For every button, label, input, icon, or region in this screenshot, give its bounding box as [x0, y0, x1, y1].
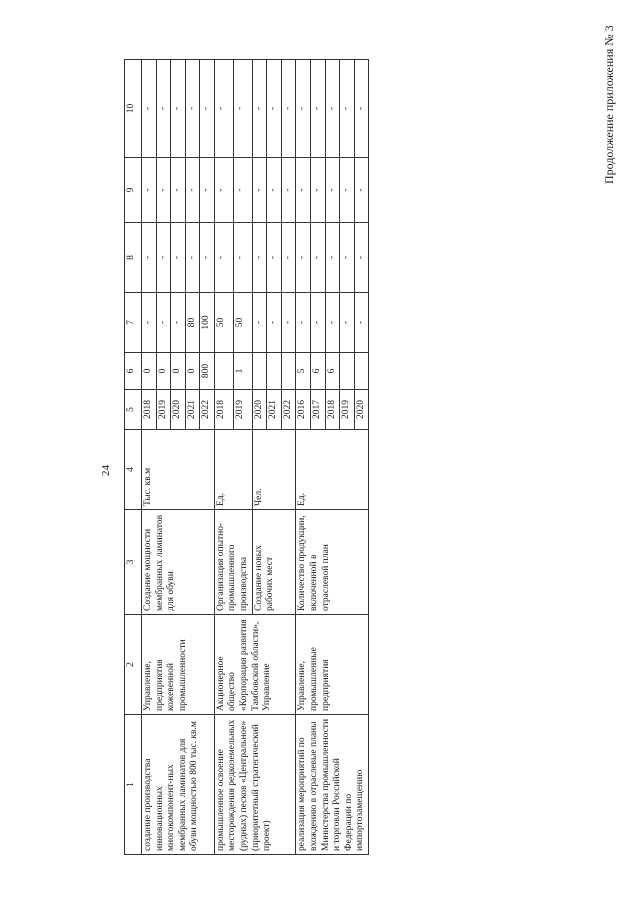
- col7-cell: -: [214, 223, 233, 293]
- header-cell-2: 2: [125, 615, 142, 715]
- indicator-cell: Организация опытно-промышленного производства: [214, 510, 252, 615]
- year-cell: 2018: [325, 390, 340, 430]
- year-cell: 2021: [267, 390, 282, 430]
- col9-cell: -: [185, 60, 200, 158]
- value-cell: [281, 353, 296, 390]
- value-cell: 0: [171, 353, 186, 390]
- col8-cell: -: [142, 158, 157, 223]
- col9-cell: -: [296, 60, 311, 158]
- col9-cell: -: [252, 60, 267, 158]
- responsible-cell: Управление, промышленные предприятия: [296, 615, 369, 715]
- year-cell: 2019: [156, 390, 171, 430]
- event-name-cell: реализация мероприятий по вхождению в отраслевые планы Министерства промышленности и торговли Российской Федерации по импортозамещению: [296, 715, 369, 855]
- year-cell: 2020: [171, 390, 186, 430]
- value-cell: [340, 353, 355, 390]
- col7-cell: -: [185, 223, 200, 293]
- header-cell-6: 6: [125, 353, 142, 390]
- col6-cell: -: [310, 293, 325, 353]
- col7-cell: -: [267, 223, 282, 293]
- col8-cell: -: [267, 158, 282, 223]
- value-cell: 0: [185, 353, 200, 390]
- col7-cell: -: [281, 223, 296, 293]
- value-cell: [252, 353, 267, 390]
- col7-cell: -: [325, 223, 340, 293]
- header-cell-8: 8: [125, 223, 142, 293]
- col9-cell: -: [325, 60, 340, 158]
- header-row: [125, 60, 142, 855]
- unit-cell: Тыс. кв.м: [142, 430, 215, 510]
- col8-cell: -: [354, 158, 369, 223]
- value-cell: 800: [200, 353, 215, 390]
- col6-cell: 50: [233, 293, 252, 353]
- col6-cell: 100: [200, 293, 215, 353]
- unit-cell: Чел.: [252, 430, 296, 510]
- value-cell: [354, 353, 369, 390]
- col8-cell: -: [200, 158, 215, 223]
- table-row: [214, 60, 233, 855]
- unit-cell: Ед.: [214, 430, 252, 510]
- value-cell: 1: [233, 353, 252, 390]
- col9-cell: -: [267, 60, 282, 158]
- indicator-cell: Создание мощности мембранных ламинатов для обуви: [142, 510, 215, 615]
- continuation-label: Продолжение приложения № 3: [602, 25, 616, 184]
- event-name-cell: промышленное освоение месторождения редкоземельных (рудных) песков «Центральное» (приоритетный стратегический проект): [214, 715, 295, 855]
- table-row: [296, 60, 311, 855]
- year-cell: 2019: [233, 390, 252, 430]
- col7-cell: -: [200, 223, 215, 293]
- col6-cell: -: [296, 293, 311, 353]
- col7-cell: -: [310, 223, 325, 293]
- year-cell: 2019: [340, 390, 355, 430]
- unit-cell: Ед.: [296, 430, 369, 510]
- col8-cell: -: [281, 158, 296, 223]
- year-cell: 2021: [185, 390, 200, 430]
- col7-cell: -: [171, 223, 186, 293]
- col9-cell: -: [214, 60, 233, 158]
- col6-cell: -: [252, 293, 267, 353]
- col8-cell: -: [310, 158, 325, 223]
- col9-cell: -: [156, 60, 171, 158]
- col6-cell: -: [340, 293, 355, 353]
- event-name-cell: создание производства инновационных многокомпонент-ных мембранных ламинатов для обуви мощностью 800 тыс. кв.м: [142, 715, 215, 855]
- year-cell: 2016: [296, 390, 311, 430]
- col8-cell: -: [340, 158, 355, 223]
- indicator-cell: Количество продукции, включенной в отраслевой план: [296, 510, 369, 615]
- col6-cell: -: [354, 293, 369, 353]
- value-cell: 0: [142, 353, 157, 390]
- page-number: 24: [100, 465, 112, 476]
- col6-cell: 50: [214, 293, 233, 353]
- col6-cell: -: [156, 293, 171, 353]
- col8-cell: -: [296, 158, 311, 223]
- col8-cell: -: [252, 158, 267, 223]
- table-body: [125, 60, 369, 855]
- col9-cell: -: [354, 60, 369, 158]
- col9-cell: -: [233, 60, 252, 158]
- header-cell-10: 10: [125, 60, 142, 158]
- value-cell: 0: [156, 353, 171, 390]
- header-cell-7: 7: [125, 293, 142, 353]
- header-cell-1: 1: [125, 715, 142, 855]
- header-cell-9: 9: [125, 158, 142, 223]
- col7-cell: -: [252, 223, 267, 293]
- table-row: [142, 60, 157, 855]
- value-cell: [267, 353, 282, 390]
- value-cell: [214, 353, 233, 390]
- value-cell: 5: [296, 353, 311, 390]
- col9-cell: -: [281, 60, 296, 158]
- header-cell-5: 5: [125, 390, 142, 430]
- col6-cell: -: [142, 293, 157, 353]
- col8-cell: -: [233, 158, 252, 223]
- year-cell: 2020: [252, 390, 267, 430]
- col8-cell: -: [171, 158, 186, 223]
- value-cell: 6: [310, 353, 325, 390]
- col9-cell: -: [142, 60, 157, 158]
- col7-cell: -: [340, 223, 355, 293]
- col8-cell: -: [325, 158, 340, 223]
- col6-cell: 80: [185, 293, 200, 353]
- col6-cell: -: [267, 293, 282, 353]
- col9-cell: -: [310, 60, 325, 158]
- header-cell-4: 4: [125, 430, 142, 510]
- col7-cell: -: [354, 223, 369, 293]
- col9-cell: -: [340, 60, 355, 158]
- col9-cell: -: [171, 60, 186, 158]
- col9-cell: -: [200, 60, 215, 158]
- indicator-cell: Создание новых рабочих мест: [252, 510, 296, 615]
- col6-cell: -: [171, 293, 186, 353]
- responsible-cell: Управление, предприятия кожевенной промышленности: [142, 615, 215, 715]
- col7-cell: -: [142, 223, 157, 293]
- col8-cell: -: [185, 158, 200, 223]
- program-table: [124, 59, 369, 855]
- year-cell: 2018: [142, 390, 157, 430]
- rotated-table-container: [124, 60, 627, 855]
- col7-cell: -: [233, 223, 252, 293]
- value-cell: 6: [325, 353, 340, 390]
- year-cell: 2020: [354, 390, 369, 430]
- year-cell: 2022: [200, 390, 215, 430]
- col8-cell: -: [156, 158, 171, 223]
- header-cell-3: 3: [125, 510, 142, 615]
- year-cell: 2022: [281, 390, 296, 430]
- year-cell: 2018: [214, 390, 233, 430]
- col7-cell: -: [296, 223, 311, 293]
- col6-cell: -: [325, 293, 340, 353]
- responsible-cell: Акционерное общество «Корпорация развития Тамбовской области», Управление: [214, 615, 295, 715]
- col8-cell: -: [214, 158, 233, 223]
- year-cell: 2017: [310, 390, 325, 430]
- col7-cell: -: [156, 223, 171, 293]
- col6-cell: -: [281, 293, 296, 353]
